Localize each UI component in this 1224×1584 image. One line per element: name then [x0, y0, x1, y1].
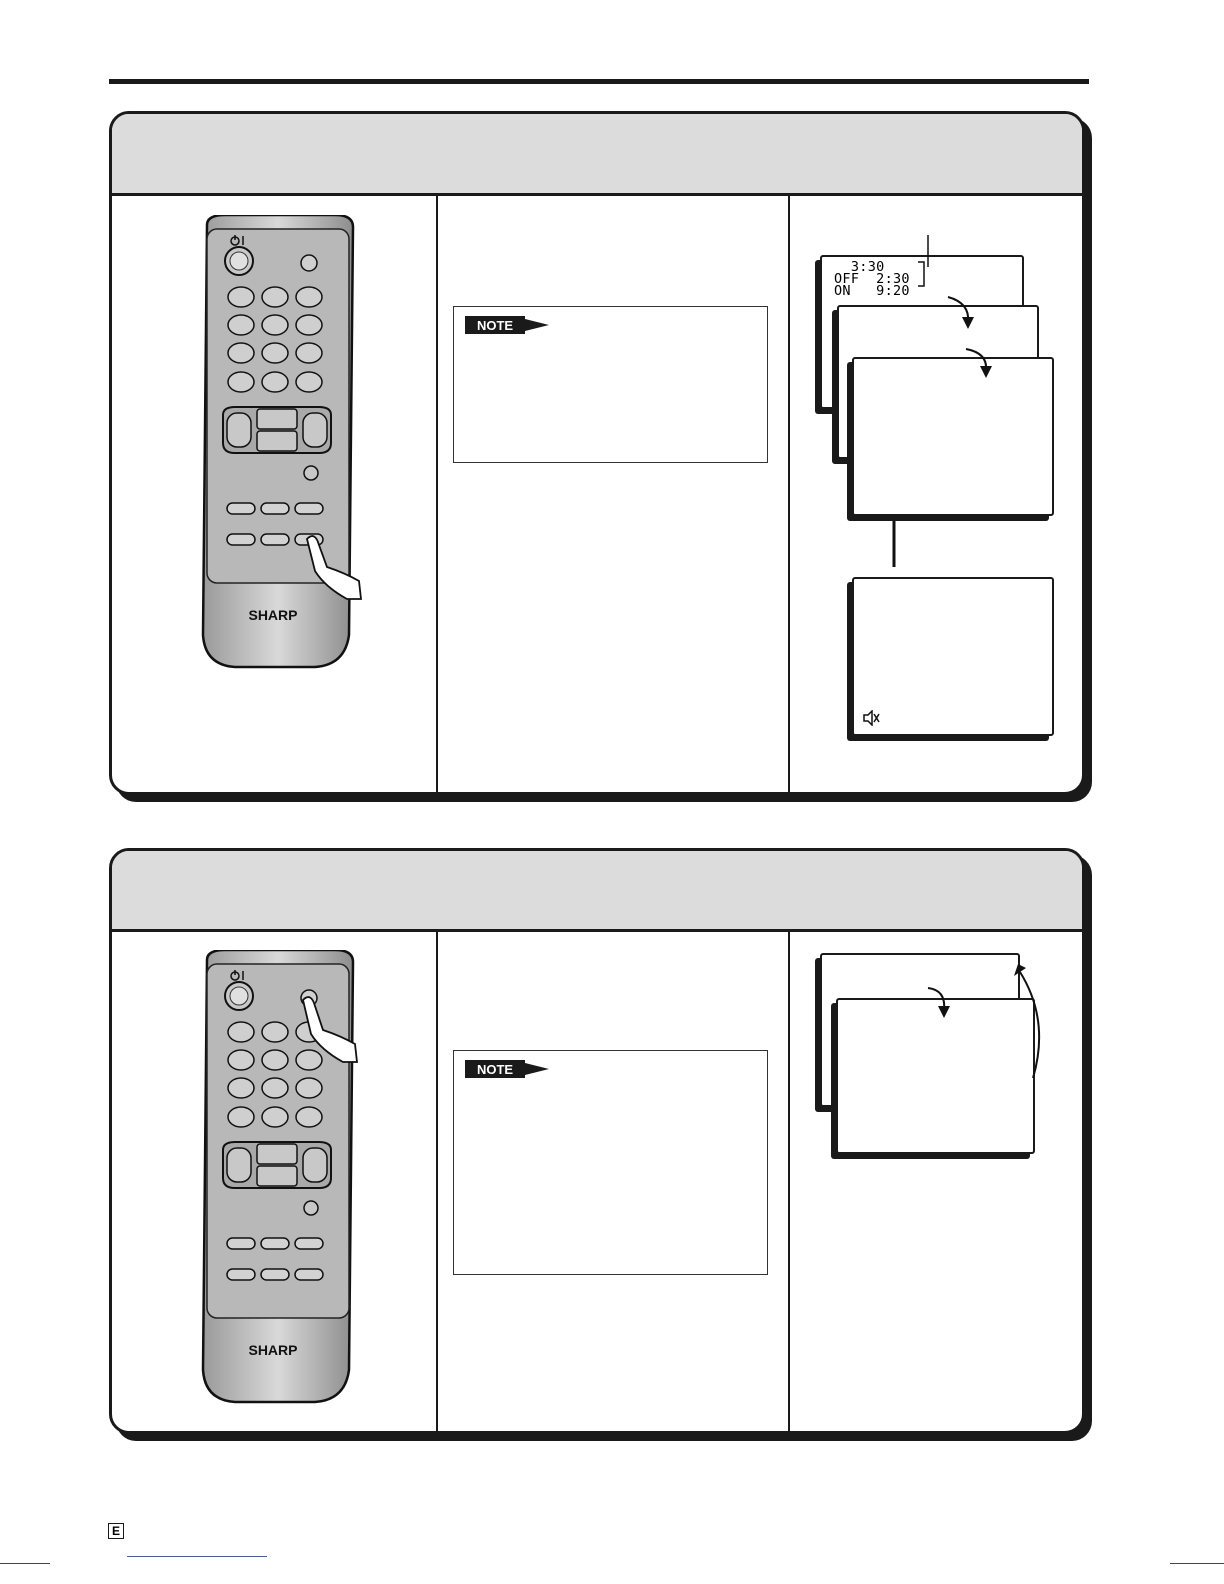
channel-up-button[interactable] — [257, 409, 297, 429]
note-box — [453, 1050, 768, 1275]
top-right-button[interactable] — [301, 255, 317, 271]
tv-screen-mute — [852, 577, 1054, 736]
remote-control-illustration — [195, 215, 365, 670]
volume-up-button[interactable] — [303, 1148, 327, 1182]
mute-button[interactable] — [304, 1201, 318, 1215]
screen-annotations — [900, 960, 1060, 1090]
mute-icon — [862, 710, 880, 726]
section-header — [112, 114, 1082, 196]
remote-brand: SHARP — [248, 607, 298, 623]
channel-up-button[interactable] — [257, 1144, 297, 1164]
remote-brand: SHARP — [248, 1342, 298, 1358]
crop-mark — [1170, 1563, 1224, 1564]
off-timer-line: OFF 2:30 — [834, 271, 910, 287]
volume-up-button[interactable] — [303, 413, 327, 447]
volume-down-button[interactable] — [227, 413, 251, 447]
note-label: NOTE — [476, 1062, 514, 1077]
mute-button[interactable] — [304, 466, 318, 480]
column-divider — [788, 196, 790, 792]
channel-down-button[interactable] — [257, 431, 297, 451]
note-box — [453, 306, 768, 463]
top-rule — [109, 79, 1089, 84]
note-label: NOTE — [476, 318, 514, 333]
remote-control-illustration — [195, 950, 365, 1405]
page-language-marker: E — [108, 1523, 124, 1539]
column-divider — [436, 196, 438, 792]
on-timer-line: ON 9:20 — [834, 283, 910, 299]
column-divider — [788, 932, 790, 1431]
channel-down-button[interactable] — [257, 1166, 297, 1186]
volume-down-button[interactable] — [227, 1148, 251, 1182]
sleep-timer-line: 3:30 — [834, 259, 885, 275]
note-tag — [465, 316, 549, 334]
screen-annotations — [800, 225, 1080, 585]
section-header — [112, 851, 1082, 932]
column-divider — [436, 932, 438, 1431]
footer-link-underline — [127, 1556, 267, 1557]
crop-mark — [0, 1563, 50, 1564]
note-tag — [465, 1060, 549, 1078]
